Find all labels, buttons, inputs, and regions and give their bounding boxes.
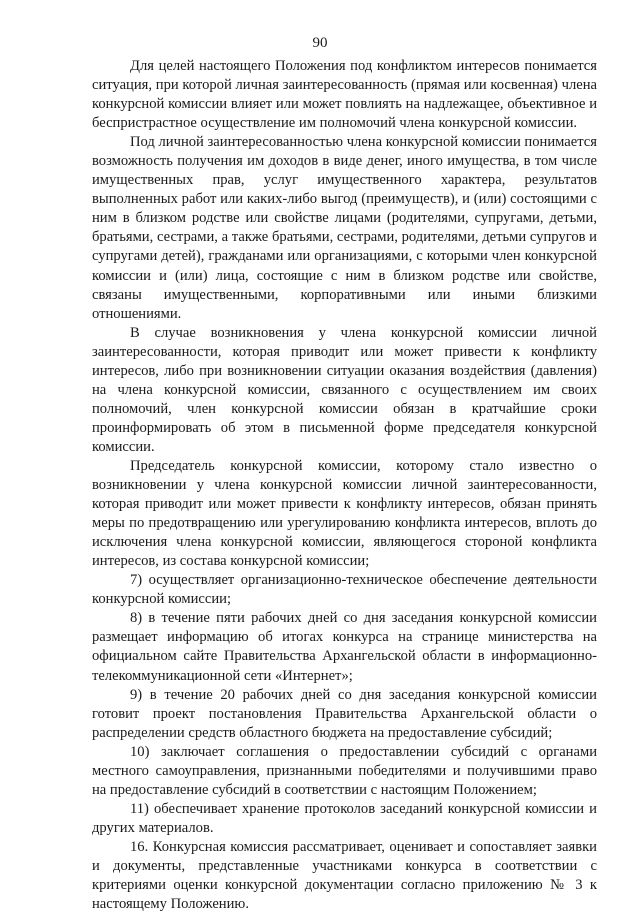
paragraph-item-9: 9) в течение 20 рабочих дней со дня заседания конкурсной комиссии готовит проект постановления Правительства Архангельской области о распределении средств областного бюджета на предоставление субсидий; [92,686,597,741]
page-number: 90 [312,35,328,51]
document-body [92,57,597,914]
paragraph-item-11: 11) обеспечивает хранение протоколов заседаний конкурсной комиссии и других материалов. [92,800,597,836]
paragraph-item-8: 8) в течение пяти рабочих дней со дня заседания конкурсной комиссии размещает информацию об итогах конкурса на странице министерства на официальном сайте Правительства Архангельской области в информационно-телекоммуникационной сети «Интернет»; [92,610,597,684]
paragraph-chairman-measures: Председатель конкурсной комиссии, которому стало известно о возникновении у члена конкурсной комиссии личной заинтересованности, которая приводит или может привести к конфликту интересов, обязан принять меры по предотвращению или урегулированию конфликта интересов, вплоть до исключения члена конкурсной комиссии, являющегося стороной конфликта интересов, из состава конкурсной комиссии; [92,457,597,570]
paragraph-item-7: 7) осуществляет организационно-техническое обеспечение деятельности конкурсной комиссии; [92,572,597,608]
paragraph-item-10: 10) заключает соглашения о предоставлении субсидий с органами местного самоуправления, признанными победителями и получившими право на предоставление субсидий в соответствии с настоящим Положением; [92,743,597,798]
paragraph-personal-interest: Под личной заинтересованностью члена конкурсной комиссии понимается возможность получения им доходов в виде денег, иного имущества, в том числе имущественных прав, услуг имущественного характера, результатов выполненных работ или каких-либо выгод (преимуществ), и (или) состоящими с ним в близком родстве или свойстве лицами (родителями, супругами, детьми, братьями, сестрами, а также братьями, сестрами, родителями, детьми супругов и супругами детей), гражданами или организациями, с которыми член конкурсной комиссии и (или) лица, состоящие с ним в близком родстве или свойстве, связаны имущественными, корпоративными или иными близкими отношениями. [92,134,597,322]
paragraph-conflict-definition: Для целей настоящего Положения под конфликтом интересов понимается ситуация, при которой личная заинтересованность (прямая или косвенная) члена конкурсной комиссии влияет или может повлиять на надлежащее, объективное и беспристрастное осуществление им полномочий члена конкурсной комиссии. [92,58,597,132]
paragraph-member-obligation: В случае возникновения у члена конкурсной комиссии личной заинтересованности, которая приводит или может привести к конфликту интересов, либо при возникновении ситуации оказания воздействия (давления) на члена конкурсной комиссии, связанного с осуществлением им своих полномочий, член конкурсной комиссии обязан в кратчайшие сроки проинформировать об этом в письменной форме председателя конкурсной комиссии. [92,324,597,455]
paragraph-section-16: 16. Конкурсная комиссия рассматривает, оценивает и сопоставляет заявки и документы, представленные участниками конкурса в соответствии с критериями оценки конкурсной документации согласно приложению № 3 к настоящему Положению. [92,838,597,913]
